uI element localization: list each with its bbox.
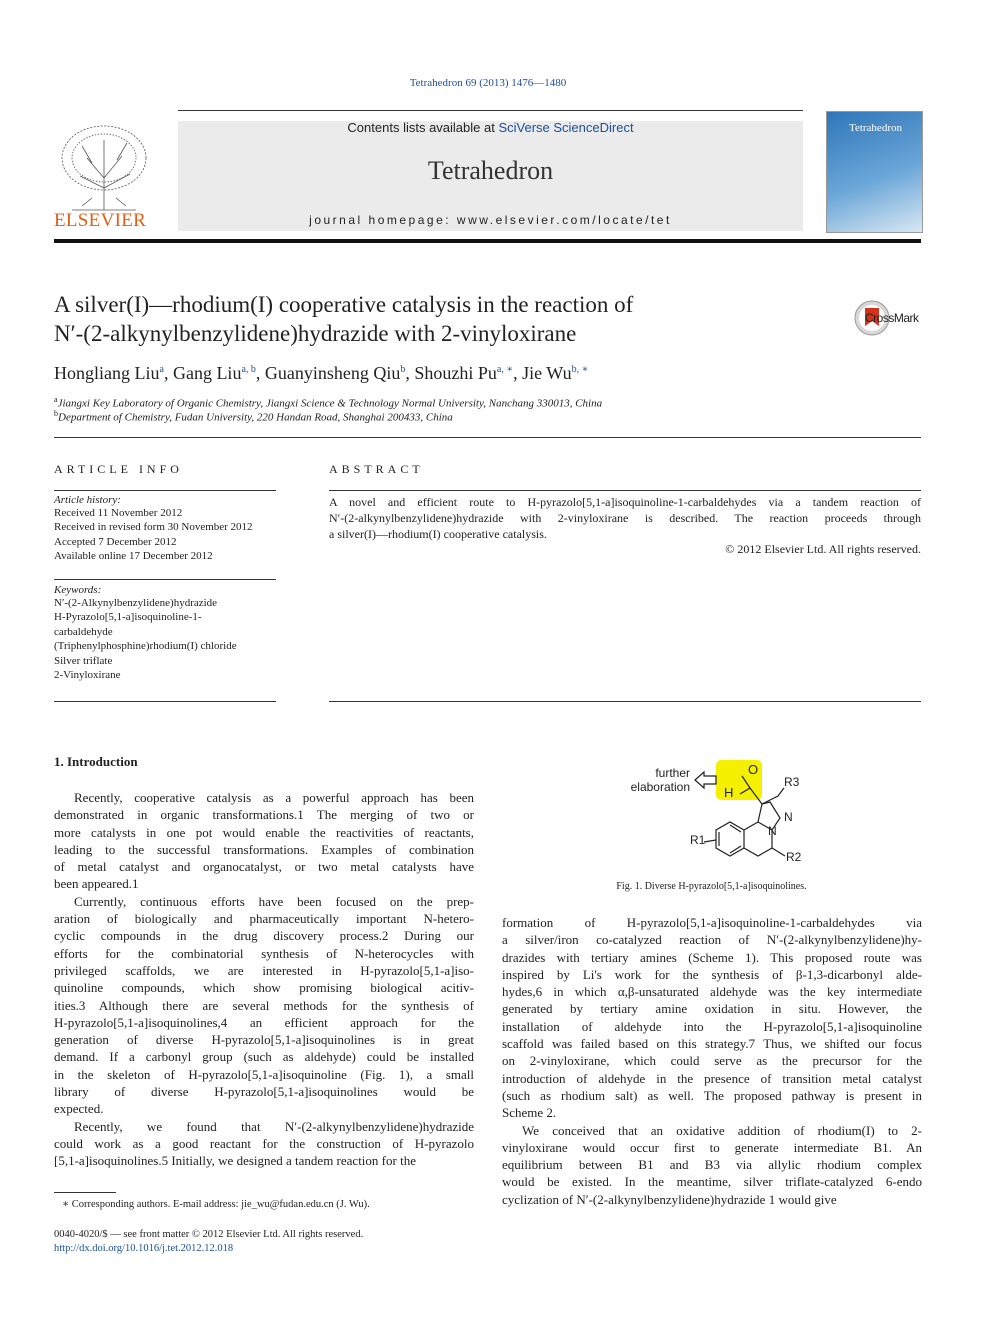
body-text-line: Scheme 2. <box>502 1105 557 1121</box>
history-received: Received 11 November 2012 <box>54 507 183 519</box>
body-text-line: demand. If a carbonyl group (such as aldehyde) could be installed <box>54 1049 474 1065</box>
body-text-line: generation of diverse H-pyrazolo[5,1-a]isoquinolines is in great <box>54 1032 474 1048</box>
body-text-line: in the skeleton of H-pyrazolo[5,1-a]isoquinoline (Fig. 1), a small <box>54 1066 474 1082</box>
label-elaboration: elaboration <box>630 780 690 794</box>
article-history <box>54 494 276 564</box>
contents-prefix: Contents lists available at <box>347 120 499 135</box>
info-rule-2 <box>54 579 276 580</box>
keyword: carbaldehyde <box>54 625 113 638</box>
affiliation-marker: a <box>54 395 58 404</box>
author-affil-marker[interactable]: b <box>400 364 406 375</box>
body-text-line: hydes,6 in which α,β-unsaturated aldehyde was the key intermediate <box>502 984 922 1000</box>
body-text-line: leading to the successful transformations. Examples of combination <box>54 841 474 857</box>
body-text-line: Recently, cooperative catalysis as a powerful approach has been <box>74 790 474 805</box>
body-text-line: more catalysts in one pot would enable the reactivities of reactants, <box>54 824 474 840</box>
doi-link[interactable]: http://dx.doi.org/10.1016/j.tet.2012.12.018 <box>54 1243 234 1254</box>
affiliations-rule <box>54 437 921 438</box>
body-text-line: demonstrated in organic transformations.1 The merging of two or <box>54 807 474 823</box>
author-name: Shouzhi Pu <box>414 363 497 383</box>
affiliation-marker: b <box>54 409 58 418</box>
keywords <box>54 584 276 682</box>
affiliation-text: Jiangxi Key Laboratory of Organic Chemistry, Jiangxi Science & Technology Normal University, Nanchang 330013, China <box>57 397 603 410</box>
body-text-line: drazides with tertiary amines (Scheme 1). This proposed route was <box>502 949 922 965</box>
keyword: Silver triflate <box>54 654 113 667</box>
abstract-heading: ABSTRACT <box>329 462 424 476</box>
body-text-line: a silver/iron co-catalyzed reaction of N′-(2-alkynylbenzylidene)hy- <box>502 932 922 948</box>
body-text-line: introduction of aldehyde in the presence of transition metal catalyst <box>502 1070 922 1086</box>
r1-label: R1 <box>690 833 706 847</box>
body-text-line: Recently, we found that N′-(2-alkynylbenzylidene)hydrazide <box>74 1118 474 1134</box>
crossmark-label[interactable]: CrossMark <box>865 311 919 325</box>
journal-citation[interactable]: Tetrahedron 69 (2013) 1476—1480 <box>409 77 567 89</box>
body-text-line: scaffold was failed based on this strategy.7 Thus, we shifted our focus <box>502 1036 922 1052</box>
label-further: further <box>655 766 690 780</box>
author-affil-marker[interactable]: a, ∗ <box>496 364 514 375</box>
publisher-wordmark: ELSEVIER <box>54 210 147 231</box>
body-text-line: of metal catalyst and organocatalyst, or two metal catalysts have <box>54 859 474 875</box>
abstract-copyright: © 2012 Elsevier Ltd. All rights reserved. <box>725 542 921 556</box>
author-name: Hongliang Liu <box>54 363 160 383</box>
keyword: N′-(2-Alkynylbenzylidene)hydrazide <box>54 597 218 609</box>
author-name: Jie Wu <box>522 363 572 383</box>
body-text-line: cyclic compounds in the drug discovery process.2 During our <box>54 928 474 944</box>
history-accepted: Accepted 7 December 2012 <box>54 535 177 548</box>
atom-n-2: N <box>768 824 777 838</box>
journal-name: Tetrahedron <box>427 156 554 185</box>
body-text-line: efforts for the combinatorial synthesis of N-heterocycles with <box>54 945 474 961</box>
journal-homepage[interactable]: journal homepage: www.elsevier.com/locate/tet <box>309 213 672 227</box>
footnote-rule <box>54 1192 116 1193</box>
intro-right-column <box>502 914 922 1208</box>
author-affil-marker[interactable]: b, ∗ <box>571 364 589 375</box>
author-list: Hongliang Liu$^a$, Gang Liu$^{a, b}$, Guanyinsheng Qiu$^b$, Shouzhi $Pu^{a, ∗}$, Jie $Wu^{b, ∗}$ <box>54 363 589 383</box>
body-text-line: privileged scaffolds, we are interested in H-pyrazolo[5,1-a]iso- <box>54 962 474 978</box>
keywords-label: Keywords: <box>54 584 102 596</box>
body-text-line: cyclization of N′-(2-alkynylbenzylidene)hydrazide 1 would give <box>502 1191 837 1207</box>
body-text-line: (such as rhodium salt) as well. The proposed pathway is present in <box>502 1087 922 1103</box>
keyword: H-Pyrazolo[5,1-a]isoquinoline-1- <box>54 611 202 624</box>
body-text-line: ities.3 Although there are several methods for the synthesis of <box>54 997 474 1013</box>
author-name: Gang Liu <box>172 363 242 383</box>
info-rule-1 <box>54 490 276 491</box>
atom-o: O <box>748 762 759 777</box>
keyword: (Triphenylphosphine)rhodium(I) chloride <box>54 640 237 653</box>
body-text-line: been appeared.1 <box>54 876 139 892</box>
contents-availability <box>178 120 803 135</box>
affiliation-b <box>54 409 453 424</box>
intro-left-column <box>54 789 474 1170</box>
abstract-line: A novel and efficient route to H-pyrazolo[5,1-a]isoquinoline-1-carbaldehydes via a tandem reaction of <box>329 495 921 509</box>
affiliation-text: Department of Chemistry, Fudan University, 220 Handan Road, Shanghai 200433, China <box>58 411 453 424</box>
r2-label: R2 <box>786 850 802 864</box>
body-text-line: [5,1-a]isoquinolines.5 Initially, we designed a tandem reaction for the <box>54 1153 416 1169</box>
history-label: Article history: <box>54 494 121 506</box>
body-text-line: quinoline compounds, which show promising biological acitiv- <box>54 980 474 996</box>
body-text-line: H-pyrazolo[5,1-a]isoquinolines,4 an efficient approach for the <box>54 1014 474 1030</box>
article-title <box>54 290 794 348</box>
body-text-line: equilibrium between B1 and B3 via allylic rhodium complex <box>502 1157 922 1173</box>
body-text-line: generated by tertiary amine oxidation in situ. However, the <box>502 1001 922 1017</box>
body-text-line: installation of aldehyde into the H-pyrazolo[5,1-a]isoquinoline <box>502 1018 922 1034</box>
issn-line: 0040-4020/$ — see front matter © 2012 Elsevier Ltd. All rights reserved. <box>54 1229 364 1240</box>
cover-title: Tetrahedron <box>849 122 902 134</box>
body-text-line: We conceived that an oxidative addition of rhodium(I) to 2- <box>522 1122 922 1138</box>
body-text-line: vinyloxirane would occur first to generate intermediate B1. An <box>502 1139 922 1155</box>
body-text-line: could work as a good reactant for the construction of H-pyrazolo <box>54 1135 474 1151</box>
abstract-body <box>329 494 921 542</box>
affiliation-a <box>54 395 602 410</box>
corresponding-footnote: ∗ Corresponding authors. E-mail address: jie_wu@fudan.edu.cn (J. Wu). <box>62 1199 370 1210</box>
sciencedirect-link[interactable]: SciVerse ScienceDirect <box>498 120 634 135</box>
info-rule-3 <box>54 701 276 702</box>
body-text-line: Currently, continuous efforts have been focused on the prep- <box>74 893 474 909</box>
title-line-2: N′-(2-alkynylbenzylidene)hydrazide with 2-vinyloxirane <box>54 321 577 346</box>
atom-n-1: N <box>784 810 793 824</box>
abstract-rule-2 <box>329 701 921 702</box>
atom-h: H <box>724 785 734 800</box>
author-name: Guanyinsheng Qiu <box>264 363 401 383</box>
header-thick-rule <box>54 239 921 243</box>
r3-label: R3 <box>784 775 800 789</box>
body-text-line: would be existed. In the meantime, silver triflate-catalyzed 6-endo <box>502 1174 922 1190</box>
article-info-heading: ARTICLE INFO <box>54 462 183 476</box>
body-text-line: inspired by Li's work for the synthesis of β-1,3-dicarbonyl alde- <box>502 966 922 982</box>
figure-1-caption: Fig. 1. Diverse H-pyrazolo[5,1-a]isoquinolines. <box>616 881 807 892</box>
journal-cover-thumbnail <box>826 111 923 233</box>
title-line-1: A silver(I)—rhodium(I) cooperative catalysis in the reaction of <box>54 292 634 317</box>
body-text-line: on 2-vinyloxirane, which could serve as the precursor for the <box>502 1053 922 1069</box>
header-top-rule <box>178 110 803 111</box>
introduction-heading: 1. Introduction <box>54 754 138 769</box>
figure-label-further <box>620 766 690 794</box>
body-text-line: formation of H-pyrazolo[5,1-a]isoquinoline-1-carbaldehydes via <box>502 915 922 930</box>
abstract-rule-1 <box>329 490 921 491</box>
abstract-line: a silver(I)—rhodium(I) cooperative catalysis. <box>329 527 547 541</box>
body-text-line: expected. <box>54 1101 104 1117</box>
history-revised: Received in revised form 30 November 2012 <box>54 521 253 534</box>
body-text-line: aration of biologically and pharmaceutically important N-hetero- <box>54 911 474 927</box>
body-text-line: library of diverse H-pyrazolo[5,1-a]isoquinolines would be <box>54 1084 474 1100</box>
abstract-line: N′-(2-alkynylbenzylidene)hydrazide with 2-vinyloxirane is described. The reaction proceeds through <box>329 511 921 525</box>
author-affil-marker[interactable]: a <box>159 364 164 375</box>
history-online: Available online 17 December 2012 <box>54 550 213 563</box>
author-affil-marker[interactable]: a, b <box>241 364 256 375</box>
keyword: 2-Vinyloxirane <box>54 669 121 682</box>
